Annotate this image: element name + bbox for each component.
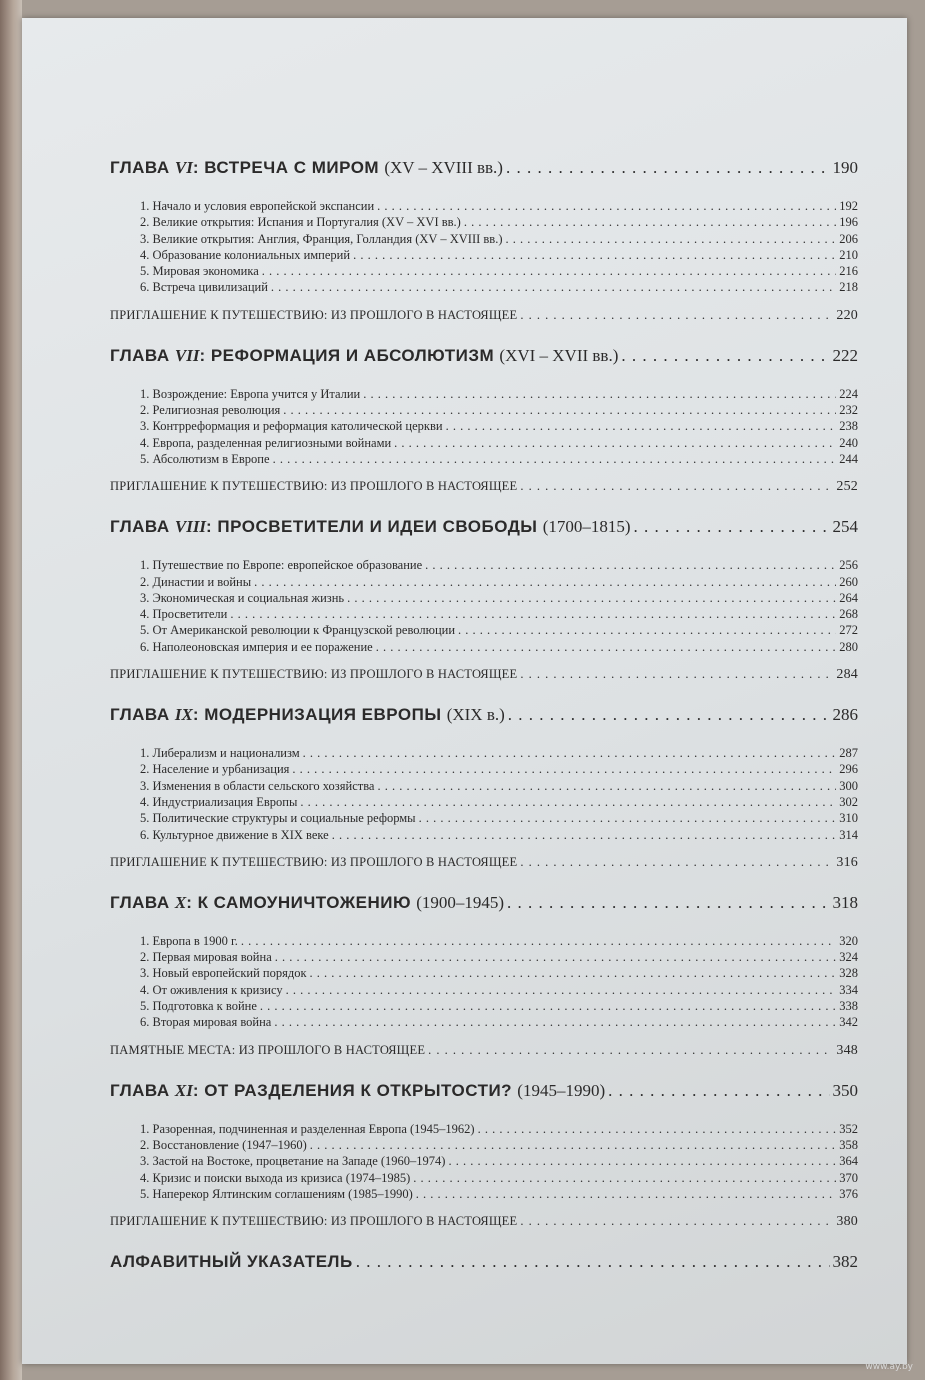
chapter-label: ГЛАВА <box>110 517 175 537</box>
invitation-title: ПРИГЛАШЕНИЕ К ПУТЕШЕСТВИЮ: ИЗ ПРОШЛОГО В НАСТОЯЩЕЕ <box>110 1214 518 1229</box>
section-page-number: 238 <box>839 419 858 434</box>
chapter-name: : РЕФОРМАЦИЯ И АБСОЛЮТИЗМ <box>199 345 500 365</box>
invitation-entry <box>110 308 858 332</box>
section-page-number: 206 <box>839 231 858 246</box>
chapter-page-number: 190 <box>832 158 858 177</box>
chapter-label: ГЛАВА <box>110 158 175 177</box>
section-page-number: 300 <box>839 778 858 793</box>
section-page-number: 376 <box>839 1186 858 1201</box>
section-title: 1. Начало и условия европейской экспансии <box>140 199 375 213</box>
section-list <box>110 1121 858 1202</box>
chapter-heading <box>110 158 858 184</box>
index-entry <box>110 1252 858 1278</box>
invitation-page-number: 284 <box>836 667 858 683</box>
section-entry <box>140 622 858 638</box>
chapter-section <box>110 893 858 1067</box>
section-entry <box>140 198 858 214</box>
chapter-heading <box>110 893 858 919</box>
watermark: www.ay.by <box>865 1362 913 1372</box>
section-page-number: 256 <box>839 558 858 573</box>
section-entry <box>140 402 858 418</box>
section-list <box>110 933 858 1031</box>
section-title: 4. Индустриализация Европы <box>140 794 298 809</box>
section-page-number: 364 <box>839 1154 858 1169</box>
section-title: 6. Культурное движение в XIX веке <box>140 827 329 842</box>
chapter-name: : ПРОСВЕТИТЕЛИ И ИДЕИ СВОБОДЫ <box>206 517 543 537</box>
chapter-range: (XIX в.) <box>446 705 505 725</box>
section-page-number: 287 <box>839 746 858 761</box>
dot-leader <box>347 590 836 606</box>
section-list <box>110 745 858 843</box>
dot-leader <box>425 557 836 573</box>
section-page-number: 264 <box>839 590 858 605</box>
dot-leader <box>353 247 836 263</box>
chapter-heading <box>110 346 858 372</box>
section-list <box>110 198 858 296</box>
chapter-number: X <box>174 892 187 912</box>
dot-leader <box>464 214 836 230</box>
chapter-title <box>110 158 503 178</box>
section-page-number: 232 <box>839 403 858 418</box>
chapter-range: (1900–1945) <box>416 892 505 912</box>
section-page-number: 342 <box>839 1015 858 1030</box>
section-page-number: 358 <box>839 1137 858 1152</box>
chapter-label: ГЛАВА <box>110 892 175 912</box>
invitation-page-number: 380 <box>836 1214 858 1230</box>
section-list <box>110 386 858 467</box>
section-title: 4. От оживления к кризису <box>140 982 283 997</box>
book-binding <box>0 0 22 1380</box>
chapter-name: : ОТ РАЗДЕЛЕНИЯ К ОТКРЫТОСТИ? <box>192 1080 518 1100</box>
dot-leader <box>310 965 837 981</box>
section-entry <box>140 745 858 761</box>
section-title: 3. Контрреформация и реформация католической церкви <box>140 419 443 434</box>
section-entry <box>140 1153 858 1169</box>
section-title: 2. Великие открытия: Испания и Португалия (XV – XVI вв.) <box>140 215 461 230</box>
dot-leader <box>254 574 836 590</box>
invitation-title: ПРИГЛАШЕНИЕ К ПУТЕШЕСТВИЮ: ИЗ ПРОШЛОГО В НАСТОЯЩЕЕ <box>110 307 518 322</box>
dot-leader <box>292 761 836 777</box>
dot-leader <box>428 1043 833 1058</box>
section-page-number: 328 <box>839 966 858 981</box>
section-entry <box>140 435 858 451</box>
dot-leader <box>506 231 837 247</box>
section-page-number: 196 <box>839 215 858 230</box>
chapter-number: VIII <box>174 517 207 537</box>
invitation-entry <box>110 855 858 879</box>
invitation-title: ПАМЯТНЫЕ МЕСТА: ИЗ ПРОШЛОГО В НАСТОЯЩЕЕ <box>110 1042 426 1057</box>
section-page-number: 352 <box>839 1121 858 1136</box>
chapter-page-number: 318 <box>832 892 858 912</box>
section-page-number: 244 <box>839 451 858 466</box>
chapter-name: : К САМОУНИЧТОЖЕНИЮ <box>186 892 417 912</box>
section-title: 1. Либерализм и национализм <box>140 746 300 761</box>
section-entry <box>140 827 858 843</box>
section-title: 5. От Американской революции к Французской революции <box>140 623 456 638</box>
section-title: 2. Династии и войны <box>140 574 252 589</box>
section-title: 5. Политические структуры и социальные реформы <box>140 811 416 826</box>
section-title: 1. Европа в 1900 г. <box>140 933 238 948</box>
section-entry <box>140 574 858 590</box>
section-page-number: 240 <box>839 435 858 450</box>
chapter-name: : МОДЕРНИЗАЦИЯ ЕВРОПЫ <box>192 705 447 725</box>
section-title: 1. Возрождение: Европа учится у Италии <box>140 386 361 401</box>
chapter-section <box>110 158 858 332</box>
section-title: 3. Великие открытия: Англия, Франция, Голландия (XV – XVIII вв.) <box>140 231 503 246</box>
dot-leader <box>378 778 837 794</box>
dot-leader <box>262 263 837 279</box>
section-page-number: 302 <box>839 794 858 809</box>
section-title: 3. Новый европейский порядок <box>140 966 307 981</box>
chapter-section <box>110 346 858 503</box>
dot-leader <box>416 1186 836 1202</box>
dot-leader <box>520 667 833 682</box>
section-entry <box>140 778 858 794</box>
section-page-number: 218 <box>839 280 858 295</box>
section-entry <box>140 949 858 965</box>
section-title: 6. Наполеоновская империя и ее поражение <box>140 639 373 654</box>
dot-leader <box>608 1081 829 1101</box>
chapter-number: IX <box>174 705 193 725</box>
section-page-number: 310 <box>839 811 858 826</box>
section-entry <box>140 1186 858 1202</box>
section-page-number: 320 <box>839 933 858 948</box>
chapter-label: ГЛАВА <box>110 1080 175 1100</box>
chapter-title <box>110 346 618 366</box>
section-entry <box>140 1014 858 1030</box>
book-page <box>22 18 907 1364</box>
dot-leader <box>507 893 829 913</box>
invitation-entry <box>110 1214 858 1238</box>
section-title: 4. Образование колониальных империй <box>140 247 351 262</box>
dot-leader <box>419 810 837 826</box>
dot-leader <box>310 1137 837 1153</box>
dot-leader <box>260 998 836 1014</box>
section-title: 3. Изменения в области сельского хозяйства <box>140 778 375 793</box>
invitation-title: ПРИГЛАШЕНИЕ К ПУТЕШЕСТВИЮ: ИЗ ПРОШЛОГО В НАСТОЯЩЕЕ <box>110 667 518 682</box>
section-page-number: 216 <box>839 264 858 279</box>
section-page-number: 260 <box>839 574 858 589</box>
section-title: 1. Разоренная, подчиненная и разделенная Европа (1945–1962) <box>140 1121 475 1136</box>
invitation-title: ПРИГЛАШЕНИЕ К ПУТЕШЕСТВИЮ: ИЗ ПРОШЛОГО В НАСТОЯЩЕЕ <box>110 479 518 494</box>
section-page-number: 210 <box>839 247 858 262</box>
dot-leader <box>300 794 836 810</box>
section-entry <box>140 418 858 434</box>
chapter-section <box>110 705 858 879</box>
chapter-section <box>110 517 858 691</box>
chapter-page-number: 350 <box>832 1080 858 1100</box>
chapter-label: ГЛАВА <box>110 345 175 365</box>
section-entry <box>140 263 858 279</box>
section-title: 2. Население и урбанизация <box>140 762 290 777</box>
section-page-number: 370 <box>839 1170 858 1185</box>
section-page-number: 192 <box>839 199 858 213</box>
dot-leader <box>273 451 837 467</box>
section-title: 4. Европа, разделенная религиозными войнами <box>140 435 392 450</box>
index-title: АЛФАВИТНЫЙ УКАЗАТЕЛЬ <box>110 1252 353 1272</box>
chapter-heading <box>110 517 858 543</box>
dot-leader <box>363 386 836 402</box>
chapter-range: (1700–1815) <box>542 517 631 537</box>
section-entry <box>140 1121 858 1137</box>
chapter-title <box>110 705 505 725</box>
section-entry <box>140 231 858 247</box>
invitation-entry <box>110 667 858 691</box>
chapter-range: (XVI – XVII вв.) <box>499 345 619 365</box>
section-entry <box>140 965 858 981</box>
section-page-number: 296 <box>839 762 858 777</box>
section-page-number: 268 <box>839 607 858 622</box>
chapter-range: (XV – XVIII вв.) <box>384 158 503 177</box>
dot-leader <box>274 1014 836 1030</box>
chapter-range: (1945–1990) <box>517 1080 606 1100</box>
section-title: 6. Вторая мировая война <box>140 1015 272 1030</box>
dot-leader <box>621 346 829 366</box>
section-page-number: 280 <box>839 639 858 654</box>
dot-leader <box>413 1170 836 1186</box>
dot-leader <box>448 1153 836 1169</box>
dot-leader <box>377 198 836 214</box>
section-title: 5. Подготовка к войне <box>140 999 257 1014</box>
section-page-number: 314 <box>839 827 858 842</box>
invitation-entry <box>110 1043 858 1067</box>
dot-leader <box>520 479 833 494</box>
dot-leader <box>283 402 836 418</box>
dot-leader <box>230 606 836 622</box>
section-entry <box>140 761 858 777</box>
chapter-number: XI <box>174 1080 193 1100</box>
section-entry <box>140 214 858 230</box>
section-entry <box>140 606 858 622</box>
table-of-contents <box>110 158 858 1278</box>
invitation-page-number: 316 <box>836 854 858 870</box>
chapter-heading <box>110 1081 858 1107</box>
section-page-number: 272 <box>839 623 858 638</box>
dot-leader <box>394 435 836 451</box>
dot-leader <box>478 1121 837 1137</box>
dot-leader <box>303 745 837 761</box>
section-entry <box>140 933 858 949</box>
section-title: 6. Встреча цивилизаций <box>140 280 268 295</box>
dot-leader <box>520 308 833 323</box>
chapter-label: ГЛАВА <box>110 705 175 725</box>
section-title: 5. Абсолютизм в Европе <box>140 451 270 466</box>
invitation-page-number: 348 <box>836 1042 858 1058</box>
section-entry <box>140 639 858 655</box>
dot-leader <box>356 1252 830 1272</box>
dot-leader <box>520 1214 833 1229</box>
dot-leader <box>376 639 837 655</box>
dot-leader <box>634 517 830 537</box>
section-entry <box>140 557 858 573</box>
section-title: 2. Религиозная революция <box>140 403 281 418</box>
section-entry <box>140 998 858 1014</box>
section-entry <box>140 451 858 467</box>
section-page-number: 224 <box>839 386 858 401</box>
section-title: 2. Восстановление (1947–1960) <box>140 1137 307 1152</box>
chapter-title <box>110 1081 605 1101</box>
section-page-number: 324 <box>839 950 858 965</box>
section-entry <box>140 590 858 606</box>
chapter-title <box>110 893 504 913</box>
section-title: 5. Наперекор Ялтинским соглашениям (1985–1990) <box>140 1186 413 1201</box>
chapter-number: VI <box>174 158 193 177</box>
chapter-number: VII <box>174 345 200 365</box>
chapter-heading <box>110 705 858 731</box>
dot-leader <box>508 705 830 725</box>
dot-leader <box>275 949 837 965</box>
invitation-page-number: 220 <box>836 307 858 323</box>
section-title: 4. Просветители <box>140 607 228 622</box>
chapter-name: : ВСТРЕЧА С МИРОМ <box>192 158 385 177</box>
dot-leader <box>286 982 837 998</box>
dot-leader <box>458 622 836 638</box>
dot-leader <box>446 418 837 434</box>
invitation-page-number: 252 <box>836 479 858 495</box>
section-entry <box>140 982 858 998</box>
dot-leader <box>241 933 836 949</box>
dot-leader <box>332 827 837 843</box>
invitation-title: ПРИГЛАШЕНИЕ К ПУТЕШЕСТВИЮ: ИЗ ПРОШЛОГО В НАСТОЯЩЕЕ <box>110 854 518 869</box>
dot-leader <box>271 279 836 295</box>
section-page-number: 338 <box>839 999 858 1014</box>
section-entry <box>140 247 858 263</box>
section-title: 5. Мировая экономика <box>140 264 259 279</box>
section-title: 2. Первая мировая война <box>140 950 272 965</box>
section-list <box>110 557 858 655</box>
dot-leader <box>506 158 830 178</box>
chapter-section <box>110 1081 858 1238</box>
chapter-page-number: 286 <box>832 705 858 725</box>
section-entry <box>140 279 858 295</box>
section-entry <box>140 810 858 826</box>
section-title: 3. Застой на Востоке, процветание на Западе (1960–1974) <box>140 1154 446 1169</box>
section-entry <box>140 1170 858 1186</box>
chapter-title <box>110 517 631 537</box>
chapter-page-number: 222 <box>832 345 858 365</box>
section-page-number: 334 <box>839 982 858 997</box>
index-page-number: 382 <box>832 1252 858 1272</box>
dot-leader <box>520 855 833 870</box>
section-title: 4. Кризис и поиски выхода из кризиса (1974–1985) <box>140 1170 411 1185</box>
invitation-entry <box>110 479 858 503</box>
section-title: 1. Путешествие по Европе: европейское образование <box>140 558 423 573</box>
section-title: 3. Экономическая и социальная жизнь <box>140 590 345 605</box>
section-entry <box>140 386 858 402</box>
section-entry <box>140 794 858 810</box>
chapter-page-number: 254 <box>832 517 858 537</box>
section-entry <box>140 1137 858 1153</box>
